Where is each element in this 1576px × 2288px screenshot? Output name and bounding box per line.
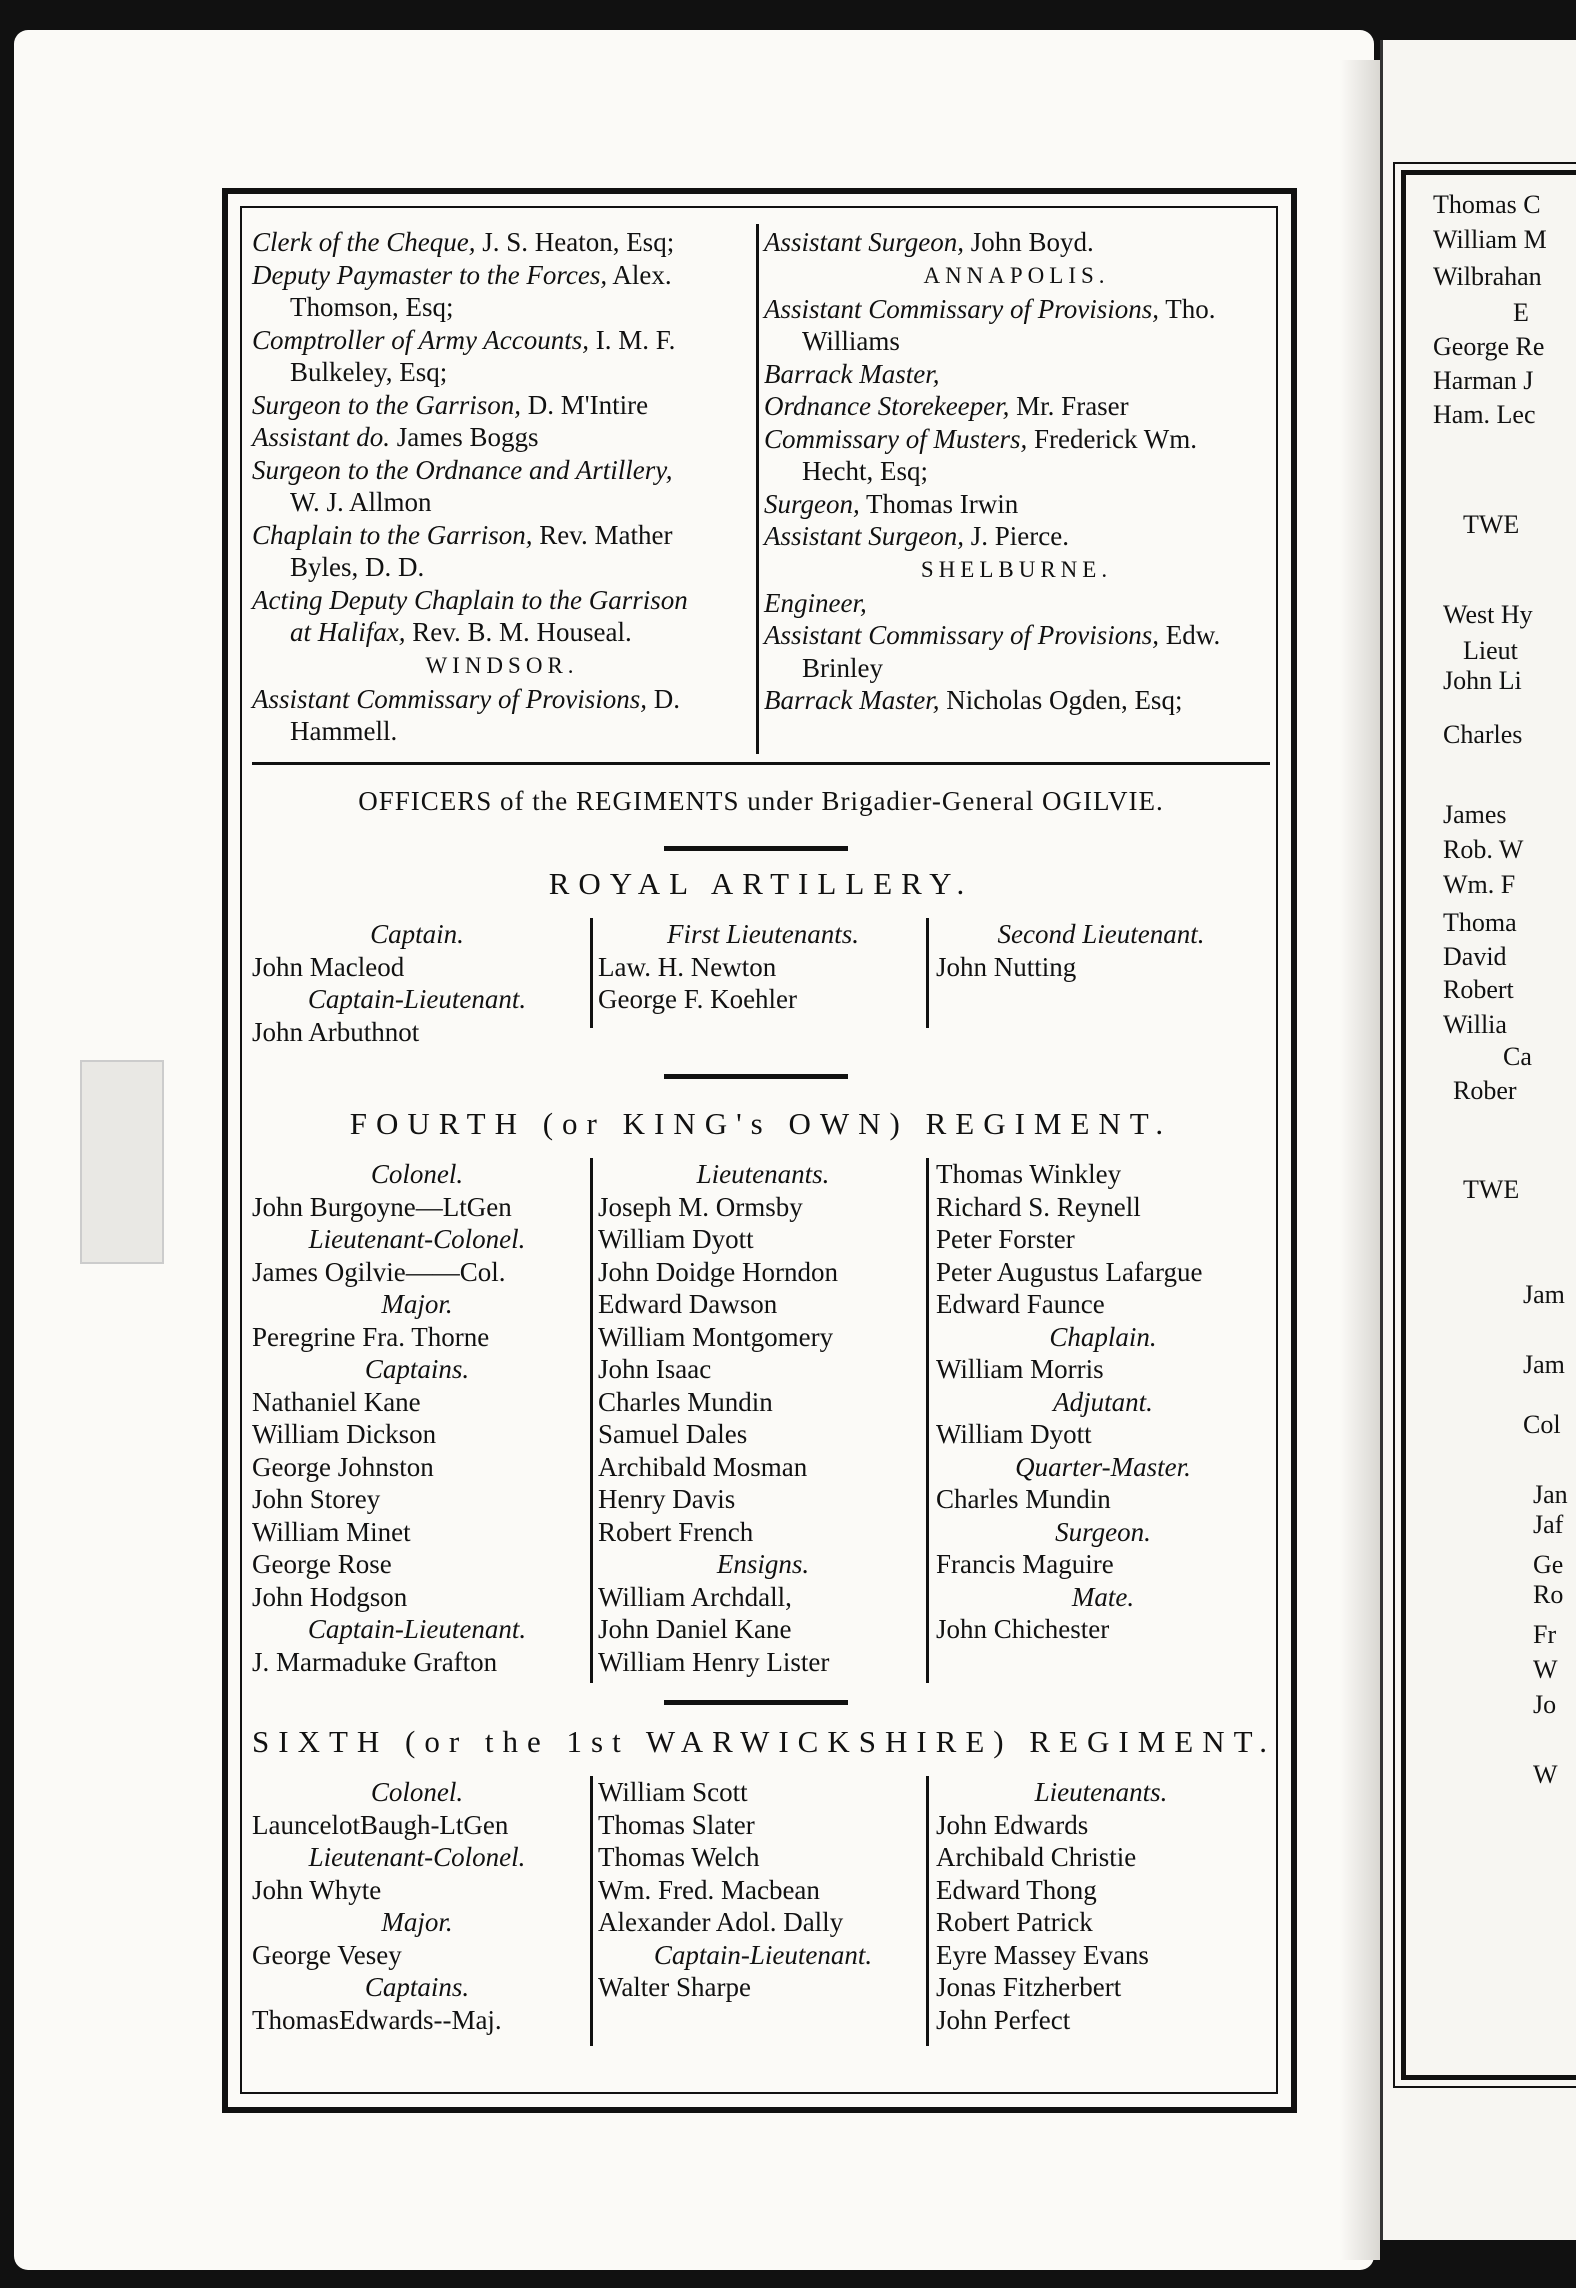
place-heading: ANNAPOLIS. <box>923 262 1110 288</box>
officer-name: J. Pierce. <box>964 521 1069 551</box>
facing-page <box>1380 40 1576 2240</box>
facing-page-fragment: Jo <box>1533 1690 1557 1719</box>
staff-entry <box>764 619 1269 652</box>
staff-entry <box>252 519 752 552</box>
facing-page-fragment: George Re <box>1433 332 1545 361</box>
officer-name: Richard S. Reynell <box>936 1191 1141 1222</box>
rank-heading: Quarter-Master. <box>1015 1451 1191 1482</box>
officer-name: J. Marmaduke Grafton <box>252 1646 498 1677</box>
officer-name: John Storey <box>252 1484 381 1514</box>
officer-name: Francis Maguire <box>936 1549 1114 1579</box>
officer-name: Thomas Irwin <box>859 488 1019 519</box>
rank-heading: Major. <box>381 1289 453 1319</box>
facing-page-fragment: Ge <box>1533 1550 1564 1579</box>
facing-page-fragment: Rober <box>1453 1076 1517 1105</box>
fourth-regiment-col3 <box>936 1158 1270 1646</box>
facing-page-fragment: W <box>1533 1655 1558 1684</box>
facing-page-fragment: Charles <box>1443 720 1523 749</box>
officer-name: Rev. B. M. Houseal. <box>405 617 632 647</box>
heading-rule <box>664 846 848 851</box>
rank-heading: Captains. <box>364 1354 470 1384</box>
staff-entry <box>764 488 1269 521</box>
staff-entry <box>252 683 752 716</box>
officer-name: Henry Davis <box>598 1484 736 1514</box>
column-divider <box>926 1158 929 1683</box>
officer-name: D. <box>647 683 681 714</box>
facing-page-fragment: Jam <box>1523 1280 1565 1309</box>
officer-name: William Montgomery <box>598 1321 834 1352</box>
fourth-regiment-col1 <box>252 1158 582 1678</box>
officer-name: William Dyott <box>936 1419 1092 1449</box>
office-title: Engineer, <box>764 587 867 618</box>
rank-heading: Captains. <box>364 1972 470 2002</box>
facing-page-fragment: Jam <box>1523 1350 1565 1379</box>
officer-name: John Whyte <box>252 1874 382 1905</box>
rank-heading: Adjutant. <box>1053 1386 1153 1417</box>
rank-heading: Chaplain. <box>1049 1321 1157 1352</box>
office-title: Comptroller of Army Accounts, <box>252 324 589 355</box>
column-divider <box>926 1776 929 2046</box>
officer-name: Nathaniel Kane <box>252 1386 421 1417</box>
facing-page-fragment: Ham. Lec <box>1433 400 1536 429</box>
facing-page-fragment: Rob. W <box>1443 835 1524 864</box>
staff-entry <box>764 226 1269 259</box>
facing-page-fragment: West Hy <box>1443 600 1533 629</box>
officer-name: Thomas Welch <box>598 1842 760 1872</box>
officer-name: Edward Faunce <box>936 1289 1105 1319</box>
facing-page-fragment: Ro <box>1533 1580 1564 1609</box>
facing-page-fragment: W <box>1533 1760 1558 1789</box>
office-title: Assistant Surgeon, <box>764 521 965 551</box>
staff-entry <box>764 684 1269 717</box>
officer-name: Wm. Fred. Macbean <box>598 1874 820 1905</box>
sixth-regiment-col1 <box>252 1776 582 2036</box>
officer-name: Archibald Mosman <box>598 1451 808 1482</box>
office-title: Chaplain to the Garrison, <box>252 519 533 550</box>
rank-heading: Lieutenants. <box>696 1159 830 1189</box>
officer-name: Frederick Wm. <box>1027 423 1197 454</box>
officers-heading: OFFICERS of the REGIMENTS under Brigadier-General OGILVIE. <box>358 786 1164 816</box>
staff-entry <box>764 325 1269 358</box>
column-divider <box>590 918 593 1028</box>
officer-name: Thomson, Esq; <box>290 292 454 322</box>
officer-name: John Chichester <box>936 1614 1110 1644</box>
rank-heading: Captain. <box>370 919 464 949</box>
officer-name: George Rose <box>252 1549 392 1579</box>
officer-name: Peter Augustus Lafargue <box>936 1256 1203 1287</box>
staff-entry <box>252 356 752 389</box>
officer-name: John Edwards <box>936 1809 1089 1840</box>
officer-name: John Isaac <box>598 1354 712 1384</box>
staff-entry <box>252 291 752 324</box>
officer-name: Williams <box>802 326 900 356</box>
facing-page-fragment: Fr <box>1533 1620 1557 1649</box>
facing-page-fragment: Thomas C <box>1433 190 1541 219</box>
facing-page-fragment: Harman J <box>1433 366 1534 395</box>
office-title: Barrack Master, <box>764 358 940 389</box>
office-title: Commissary of Musters, <box>764 423 1028 454</box>
register-content <box>252 216 1276 2086</box>
officer-name: Mr. Fraser <box>1009 391 1129 421</box>
facing-page-fragment: William M <box>1433 225 1547 254</box>
officer-name: John Nutting <box>936 951 1077 982</box>
officer-name: Peter Forster <box>936 1224 1075 1254</box>
column-divider <box>756 224 759 754</box>
staff-entry <box>252 259 752 292</box>
officer-name: William Minet <box>252 1516 411 1547</box>
office-title: Clerk of the Cheque, <box>252 227 476 257</box>
staff-entry <box>764 423 1269 456</box>
facing-page-fragment: Ca <box>1503 1042 1532 1071</box>
rank-heading: Captain-Lieutenant. <box>307 984 527 1014</box>
staff-entry <box>252 324 752 357</box>
officer-name: Hecht, Esq; <box>802 456 928 486</box>
officer-name: Robert French <box>598 1516 754 1547</box>
section-rule <box>252 762 1270 765</box>
rank-heading: Lieutenant-Colonel. <box>308 1842 526 1872</box>
officer-name: William Dickson <box>252 1419 437 1449</box>
column-divider <box>926 918 929 1028</box>
place-heading: SHELBURNE. <box>920 556 1113 582</box>
staff-entry <box>252 486 752 519</box>
facing-page-fragment: Col <box>1523 1410 1561 1439</box>
officer-name: J. S. Heaton, Esq; <box>475 227 675 257</box>
facing-page-fragment: Robert <box>1443 975 1514 1004</box>
staff-entry <box>764 520 1269 553</box>
staff-entry <box>764 293 1269 326</box>
royal-artillery-col1 <box>252 918 582 1048</box>
officer-name: Eyre Massey Evans <box>936 1939 1149 1970</box>
officer-name: Byles, D. D. <box>290 552 425 582</box>
officer-name: Alexander Adol. Dally <box>598 1907 844 1937</box>
officer-name: John Boyd. <box>964 227 1094 257</box>
officer-name: Edward Thong <box>936 1874 1097 1905</box>
office-title: Acting Deputy Chaplain to the Garrison <box>252 584 688 615</box>
officer-name: Thomas Slater <box>598 1809 755 1840</box>
officer-name: ThomasEdwards--Maj. <box>252 2004 502 2035</box>
facing-page-fragment: David <box>1443 942 1507 971</box>
rank-heading: Lieutenant-Colonel. <box>308 1224 526 1254</box>
sixth-regiment-title: SIXTH (or the 1st WARWICKSHIRE) REGIMENT. <box>252 1724 1276 1759</box>
officer-name: William Dyott <box>598 1224 754 1254</box>
officer-name: James Boggs <box>390 422 539 452</box>
officer-name: Edward Dawson <box>598 1289 778 1319</box>
staff-entry <box>764 358 1269 391</box>
officer-name: Charles Mundin <box>598 1386 773 1417</box>
officer-name: Law. H. Newton <box>598 951 777 982</box>
facing-page-fragment: Lieut <box>1463 636 1518 665</box>
facing-page-fragment: TWE <box>1463 510 1520 539</box>
sixth-regiment-col2 <box>598 1776 928 2004</box>
royal-artillery-col3 <box>936 918 1266 983</box>
rank-heading: Second Lieutenant. <box>997 919 1205 949</box>
staff-entry <box>764 390 1269 423</box>
officer-name: Alex. <box>607 259 672 290</box>
officer-name: Archibald Christie <box>936 1842 1137 1872</box>
staff-entry <box>252 389 752 422</box>
office-title: Assistant Commissary of Provisions, <box>764 620 1160 650</box>
officer-name: D. M'Intire <box>521 389 649 420</box>
staff-entry <box>252 715 752 748</box>
officer-name: John Daniel Kane <box>598 1614 792 1644</box>
office-title: Ordnance Storekeeper, <box>764 391 1010 421</box>
officer-name: W. J. Allmon <box>290 487 432 517</box>
royal-artillery-title: ROYAL ARTILLERY. <box>548 866 974 901</box>
staff-entry <box>252 226 752 259</box>
royal-artillery-col2 <box>598 918 928 1016</box>
office-title: Assistant do. <box>252 422 391 452</box>
officer-name: William Morris <box>936 1354 1104 1384</box>
facing-page-fragment: Thoma <box>1443 908 1517 937</box>
officer-name: Brinley <box>802 652 883 683</box>
officer-name: James Ogilvie——Col. <box>252 1256 506 1287</box>
facing-page-fragment: Jaf <box>1533 1510 1564 1539</box>
rank-heading: Surgeon. <box>1055 1516 1151 1547</box>
office-title: Assistant Commissary of Provisions, <box>764 293 1160 324</box>
staff-list-right <box>764 226 1269 717</box>
office-title: at Halifax, <box>290 617 406 647</box>
rank-heading: Major. <box>381 1907 453 1937</box>
facing-page-fragment: Wm. F <box>1443 870 1516 899</box>
officer-name: LauncelotBaugh-LtGen <box>252 1809 509 1840</box>
officer-name: Walter Sharpe <box>598 1972 752 2002</box>
facing-page-fragment: Jan <box>1533 1480 1568 1509</box>
officer-name: John Burgoyne—LtGen <box>252 1191 512 1222</box>
officer-name: John Perfect <box>936 2004 1071 2035</box>
officer-name: George Vesey <box>252 1939 402 1970</box>
rank-heading: First Lieutenants. <box>666 919 859 949</box>
officer-name: Samuel Dales <box>598 1419 748 1449</box>
facing-page-fragment: Willia <box>1443 1010 1507 1039</box>
office-title: Assistant Surgeon, <box>764 227 965 257</box>
officer-name: Jonas Fitzherbert <box>936 1972 1122 2002</box>
officer-name: George Johnston <box>252 1451 434 1482</box>
officer-name: Hammell. <box>290 716 398 746</box>
officer-name: Peregrine Fra. Thorne <box>252 1321 490 1352</box>
staff-entry <box>252 616 752 649</box>
officer-name: I. M. F. <box>589 324 676 355</box>
rank-heading: Colonel. <box>370 1159 464 1189</box>
officer-name: John Macleod <box>252 951 405 982</box>
officer-name: Joseph M. Ormsby <box>598 1191 803 1222</box>
paper-tab <box>80 1060 164 1264</box>
office-title: Surgeon to the Garrison, <box>252 389 521 420</box>
page-gutter <box>1340 60 1380 2260</box>
officer-name: William Archdall, <box>598 1581 792 1612</box>
staff-entry <box>764 652 1269 685</box>
facing-page-frame <box>1401 170 1576 2080</box>
staff-list-left <box>252 226 752 748</box>
officer-name: Charles Mundin <box>936 1484 1111 1514</box>
officer-name: George F. Koehler <box>598 984 798 1014</box>
rank-heading: Ensigns. <box>716 1549 810 1579</box>
facing-page-fragment: Wilbrahan <box>1433 262 1542 291</box>
officer-name: John Hodgson <box>252 1581 408 1612</box>
rank-heading: Captain-Lieutenant. <box>653 1939 873 1970</box>
staff-entry <box>252 421 752 454</box>
office-title: Barrack Master, <box>764 685 940 715</box>
column-divider <box>590 1158 593 1683</box>
office-title: Deputy Paymaster to the Forces, <box>252 259 608 290</box>
sixth-regiment-col3 <box>936 1776 1266 2036</box>
staff-entry <box>252 551 752 584</box>
staff-entry <box>764 587 1269 620</box>
officer-name: Robert Patrick <box>936 1907 1093 1937</box>
rank-heading: Colonel. <box>370 1777 464 1807</box>
rank-heading: Captain-Lieutenant. <box>307 1614 527 1644</box>
office-title: Surgeon, <box>764 488 860 519</box>
facing-page-fragment: James <box>1443 800 1507 829</box>
officer-name: John Doidge Horndon <box>598 1256 838 1287</box>
facing-page-fragment: E <box>1513 298 1529 327</box>
staff-entry <box>252 584 752 617</box>
officer-name: Bulkeley, Esq; <box>290 357 448 387</box>
officer-name: Nicholas Ogden, Esq; <box>939 685 1183 715</box>
place-heading: WINDSOR. <box>425 652 579 678</box>
staff-entry <box>252 454 752 487</box>
facing-page-fragment: TWE <box>1463 1175 1520 1204</box>
officer-name: Edw. <box>1159 620 1221 650</box>
fourth-regiment-title: FOURTH (or KING's OWN) REGIMENT. <box>349 1106 1173 1141</box>
office-title: Surgeon to the Ordnance and Artillery, <box>252 454 673 485</box>
officer-name: John Arbuthnot <box>252 1016 420 1047</box>
rank-heading: Mate. <box>1071 1581 1135 1612</box>
officer-name: William Scott <box>598 1777 748 1807</box>
facing-page-fragment: John Li <box>1443 666 1522 695</box>
office-title: Assistant Commissary of Provisions, <box>252 683 648 714</box>
officer-name: Tho. <box>1159 293 1216 324</box>
officer-name: William Henry Lister <box>598 1646 830 1677</box>
section-rule <box>664 1700 848 1705</box>
officer-name: Rev. Mather <box>532 519 673 550</box>
column-divider <box>590 1776 593 2046</box>
section-rule <box>664 1074 848 1079</box>
staff-entry <box>764 455 1269 488</box>
officer-name: Thomas Winkley <box>936 1159 1122 1189</box>
fourth-regiment-col2 <box>598 1158 928 1678</box>
rank-heading: Lieutenants. <box>1034 1777 1168 1807</box>
